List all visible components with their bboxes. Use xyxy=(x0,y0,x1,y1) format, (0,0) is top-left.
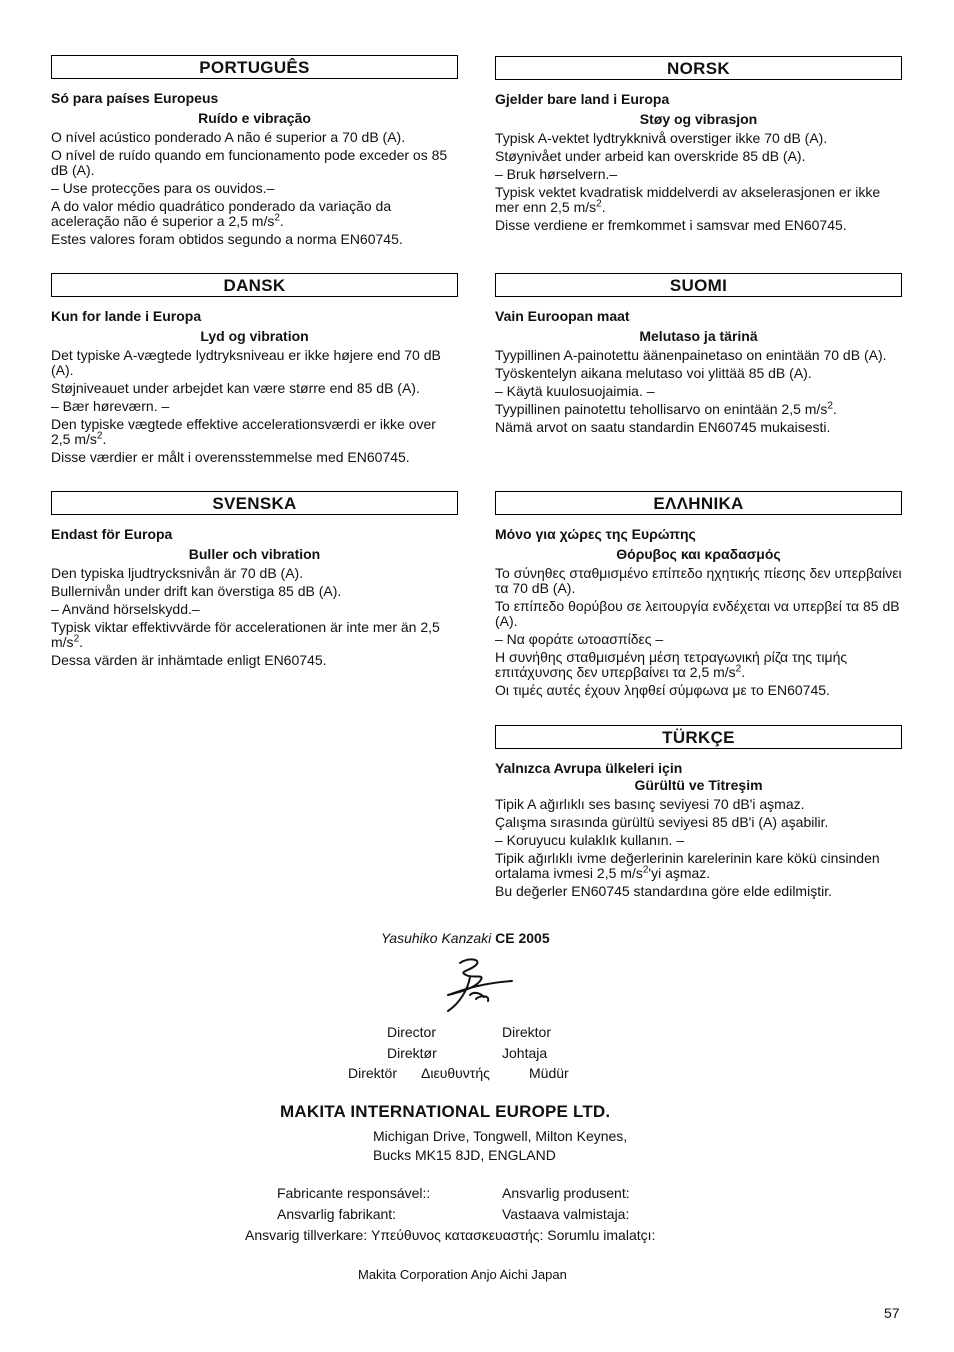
section-portugues xyxy=(51,55,458,247)
paragraph-text: Tyypillinen painotettu tehollisarvo on enintään 2,5 m/s xyxy=(495,401,828,417)
section-subtitle: Endast för Europa xyxy=(51,526,173,542)
paragraph: Το σύνηθες σταθμισμένο επίπεδο ηχητικής πίεσης δεν υπερβαίνει τα 70 dB (A). xyxy=(495,565,902,596)
paragraph: Typisk A-vektet lydtrykknivå overstiger ikke 70 dB (A). xyxy=(495,130,828,146)
paragraph-text: A do valor médio quadrático ponderado da variação da aceleração não é superior a 2,5 m/s xyxy=(51,198,392,229)
paragraph: – Use protecções para os ouvidos.– xyxy=(51,180,275,196)
title-director: Director xyxy=(387,1024,437,1040)
superscript: 2 xyxy=(274,212,280,224)
section-heading: Støy og vibrasjon xyxy=(639,111,758,127)
paragraph: O nível de ruído quando em funcionamento pode exceder os 85 dB (A). xyxy=(51,147,448,178)
section-header: PORTUGUÊS xyxy=(51,55,458,79)
paragraph xyxy=(51,620,458,650)
section-header: ΕΛΛΗΝΙΚΑ xyxy=(495,491,902,515)
section-subtitle: Yalnızca Avrupa ülkeleri için xyxy=(495,760,683,776)
section-header: DANSK xyxy=(51,273,458,297)
company-name: MAKITA INTERNATIONAL EUROPE LTD. xyxy=(280,1102,611,1121)
paragraph xyxy=(495,851,902,881)
paragraph-text: Η συνήθης σταθμισμένη μέση τετραγωνική ρίζα της τιμής επιτάχυνσης δεν υπερβαίνει τα 2,5 m/s xyxy=(495,649,848,680)
superscript: 2 xyxy=(96,430,103,442)
paragraph: – Bruk hørselvern.– xyxy=(495,166,618,182)
page-number: 57 xyxy=(884,1305,900,1321)
paragraph: – Bær høreværn. – xyxy=(51,398,170,414)
superscript: 2 xyxy=(827,400,833,412)
title-direktor-sv: Direktör xyxy=(348,1065,398,1081)
section-header: NORSK xyxy=(495,56,902,80)
title-direktor: Direktor xyxy=(502,1024,552,1040)
paragraph: Den typiska ljudtrycksnivån är 70 dB (A). xyxy=(51,565,304,581)
paragraph xyxy=(495,185,902,215)
paragraph: – Koruyucu kulaklık kullanın. – xyxy=(495,832,685,848)
section-subtitle: Kun for lande i Europa xyxy=(51,308,202,324)
paragraph xyxy=(495,650,902,680)
paragraph: Tyypillinen A-painotettu äänenpainetaso on enintään 70 dB (A). xyxy=(495,347,887,363)
paragraph: Bu değerler EN60745 standardına göre elde edilmiştir. xyxy=(495,883,832,899)
paragraph xyxy=(495,402,902,417)
paragraph-text: . xyxy=(102,431,107,447)
responsible-fi: Vastaava valmistaja: xyxy=(502,1206,630,1222)
paragraph: Støjniveauet under arbejdet kan være større end 85 dB (A). xyxy=(51,380,420,396)
superscript: 2 xyxy=(735,663,742,675)
paragraph xyxy=(51,417,458,447)
paragraph: – Använd hörselskydd.– xyxy=(51,601,200,617)
superscript: 2 xyxy=(73,633,80,645)
section-turkce xyxy=(495,725,902,899)
section-heading: Gürültü ve Titreşim xyxy=(634,777,763,793)
paragraph-text: . xyxy=(79,634,84,650)
paragraph: Disse værdier er målt i overensstemmelse med EN60745. xyxy=(51,449,410,465)
company-address-line-1: Michigan Drive, Tongwell, Milton Keynes, xyxy=(373,1128,628,1144)
title-direktor-no: Direktør xyxy=(387,1045,437,1061)
responsible-sv-el-tr: Ansvarig tillverkare: Υπεύθυνος κατασκευαστής: Sorumlu imalatçı: xyxy=(245,1227,656,1243)
paragraph-text: Den typiske vægtede effektive accelerationsværdi er ikke over 2,5 m/s xyxy=(51,416,436,447)
paragraph: Estes valores foram obtidos segundo a norma EN60745. xyxy=(51,231,403,247)
section-heading: Melutaso ja tärinä xyxy=(639,328,758,344)
paragraph-text: Typisk vektet kvadratisk middelverdi av akselerasjonen er ikke mer enn 2,5 m/s xyxy=(495,184,881,215)
ce-mark: CE 2005 xyxy=(495,930,550,946)
title-mudur: Müdür xyxy=(529,1065,569,1081)
paragraph-text: . xyxy=(832,401,837,417)
paragraph xyxy=(51,199,458,229)
section-norsk xyxy=(495,56,902,233)
section-heading: Ruído e vibração xyxy=(198,110,311,126)
paragraph-text: . xyxy=(601,199,606,215)
paragraph-text: 'yi aşmaz. xyxy=(648,865,711,881)
section-header: SVENSKA xyxy=(51,491,458,515)
paragraph: Työskentelyn aikana melutaso voi ylittää 85 dB (A). xyxy=(495,365,812,381)
paragraph: – Να φοράτε ωτοασπίδες – xyxy=(495,631,664,647)
paragraph: Οι τιμές αυτές έχουν ληφθεί σύμφωνα με το EN60745. xyxy=(495,682,830,698)
section-subtitle: Μόνο για χώρες της Ευρώπης xyxy=(495,526,696,542)
section-heading: Lyd og vibration xyxy=(200,328,309,344)
paragraph-text: . xyxy=(741,664,746,680)
paragraph: Disse verdiene er fremkommet i samsvar med EN60745. xyxy=(495,217,847,233)
signature-image xyxy=(440,955,520,1017)
paragraph-text: Tipik ağırlıklı ivme değerlerinin karelerinin kare kökü cinsinden ortalama ivmesi 2,5 m/s xyxy=(495,850,880,881)
section-dansk xyxy=(51,273,458,465)
responsible-da: Ansvarlig fabrikant: xyxy=(277,1206,397,1222)
manufacturer-address: Makita Corporation Anjo Aichi Japan xyxy=(358,1267,567,1282)
section-heading: Θόρυβος και κραδασμός xyxy=(616,546,781,562)
paragraph-text: Typisk viktar effektivvärde för accelerationen är inte mer än 2,5 m/s xyxy=(51,619,440,650)
title-diefthyntis: Διευθυντής xyxy=(421,1065,490,1081)
section-svenska xyxy=(51,491,458,668)
company-address-line-2: Bucks MK15 8JD, ENGLAND xyxy=(373,1147,556,1163)
title-johtaja: Johtaja xyxy=(502,1045,548,1061)
paragraph: Nämä arvot on saatu standardin EN60745 mukaisesti. xyxy=(495,419,831,435)
paragraph-text: . xyxy=(279,213,284,229)
paragraph: Bullernivån under drift kan överstiga 85 dB (A). xyxy=(51,583,342,599)
section-subtitle: Vain Euroopan maat xyxy=(495,308,630,324)
responsible-pt: Fabricante responsável:: xyxy=(277,1185,431,1201)
section-header: SUOMI xyxy=(495,273,902,297)
paragraph: Det typiske A-vægtede lydtryksniveau er ikke højere end 70 dB (A). xyxy=(51,347,441,378)
section-subtitle: Gjelder bare land i Europa xyxy=(495,91,670,107)
responsible-no: Ansvarlig produsent: xyxy=(502,1185,630,1201)
paragraph: Tipik A ağırlıklı ses basınç seviyesi 70 dB'i aşmaz. xyxy=(495,796,805,812)
signer-name: Yasuhiko Kanzaki xyxy=(381,930,492,946)
paragraph: Çalışma sırasında gürültü seviyesi 85 dB'i (A) aşabilir. xyxy=(495,814,829,830)
section-header: TÜRKÇE xyxy=(495,725,902,749)
paragraph: – Käytä kuulosuojaimia. – xyxy=(495,383,655,399)
superscript: 2 xyxy=(596,198,602,210)
paragraph: Støynivået under arbeid kan overskride 85 dB (A). xyxy=(495,148,806,164)
section-suomi xyxy=(495,273,902,435)
superscript: 2 xyxy=(642,864,649,876)
paragraph: Το επίπεδο θορύβου σε λειτουργία ενδέχεται να υπερβεί τα 85 dB (A). xyxy=(495,598,900,629)
paragraph: O nível acústico ponderado A não é superior a 70 dB (A). xyxy=(51,129,406,145)
section-ellinika xyxy=(495,491,902,698)
section-heading: Buller och vibration xyxy=(188,546,321,562)
section-subtitle: Só para países Europeus xyxy=(51,90,219,106)
signer-line xyxy=(381,930,550,946)
paragraph: Dessa värden är inhämtade enligt EN60745. xyxy=(51,652,327,668)
